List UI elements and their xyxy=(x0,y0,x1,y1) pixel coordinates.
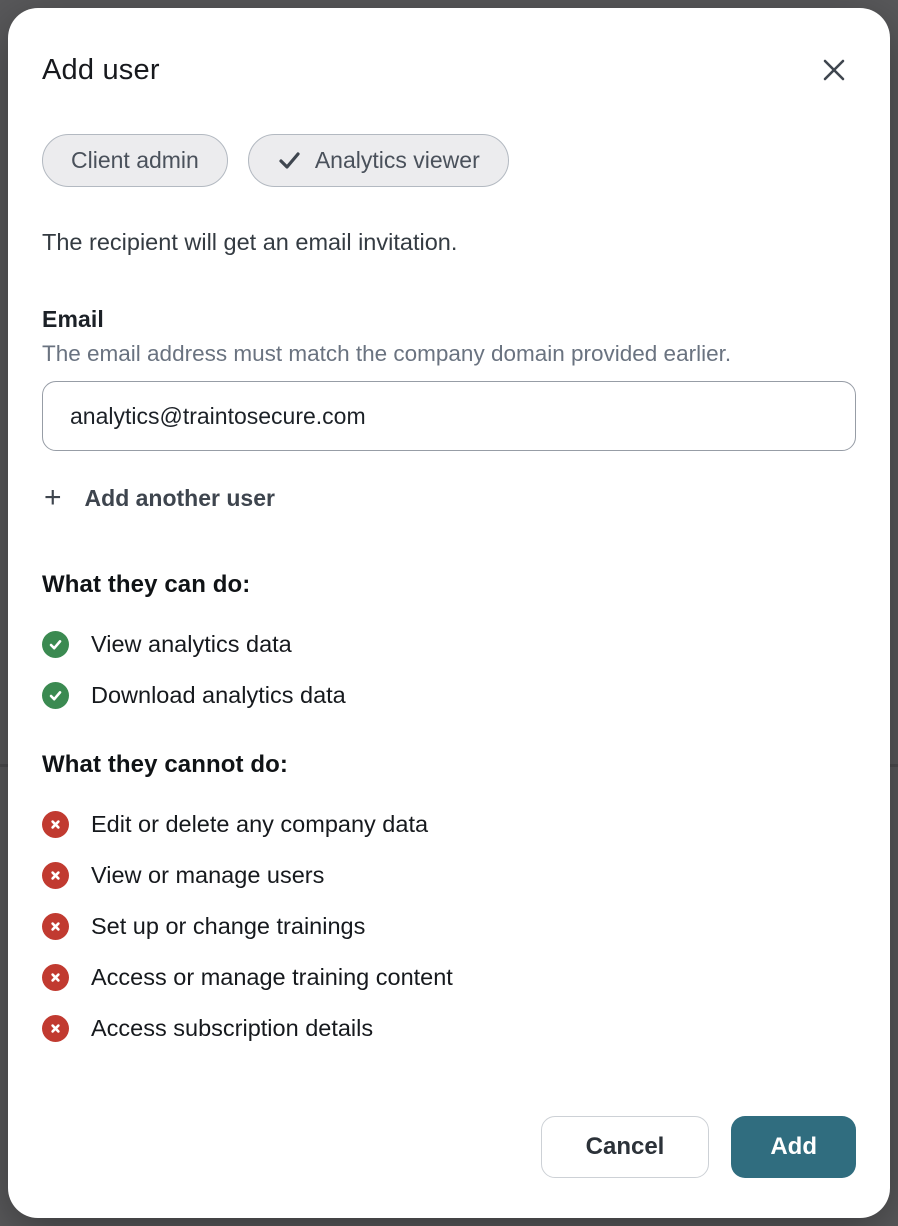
role-chip-label: Client admin xyxy=(71,147,199,173)
check-circle-icon xyxy=(42,682,69,709)
permission-text: Edit or delete any company data xyxy=(91,811,429,837)
x-circle-icon xyxy=(42,964,69,991)
list-item xyxy=(42,811,856,838)
list-item xyxy=(42,913,856,940)
invitation-note: The recipient will get an email invitation. xyxy=(42,229,458,255)
list-item xyxy=(42,1015,856,1042)
plus-icon: + xyxy=(44,481,62,514)
check-icon xyxy=(277,148,302,173)
role-selector xyxy=(42,134,856,187)
can-do-heading: What they can do: xyxy=(42,571,251,598)
close-button[interactable] xyxy=(816,52,852,88)
role-chip-client-admin[interactable] xyxy=(42,134,228,187)
add-button[interactable]: Add xyxy=(731,1116,856,1178)
add-another-user-label: Add another user xyxy=(84,484,275,511)
cannot-do-heading: What they cannot do: xyxy=(42,751,288,778)
dialog-header xyxy=(42,52,856,88)
x-circle-icon xyxy=(42,913,69,940)
x-circle-icon xyxy=(42,1015,69,1042)
permission-text: View analytics data xyxy=(91,631,292,657)
role-chip-label: Analytics viewer xyxy=(314,147,480,173)
x-circle-icon xyxy=(42,811,69,838)
email-label: Email xyxy=(42,306,104,332)
close-icon xyxy=(818,54,850,86)
dialog-footer xyxy=(42,1116,856,1178)
permission-text: Access or manage training content xyxy=(91,964,453,990)
email-field[interactable] xyxy=(42,381,856,451)
email-helper-text: The email address must match the company domain provided earlier. xyxy=(42,341,732,366)
list-item xyxy=(42,631,856,658)
add-user-dialog xyxy=(8,8,890,1218)
permission-text: Download analytics data xyxy=(91,682,346,708)
role-chip-analytics-viewer[interactable] xyxy=(248,134,509,187)
list-item xyxy=(42,862,856,889)
add-another-user-button[interactable] xyxy=(42,483,275,513)
permission-text: Access subscription details xyxy=(91,1015,374,1041)
list-item xyxy=(42,964,856,991)
x-circle-icon xyxy=(42,862,69,889)
cancel-button[interactable]: Cancel xyxy=(541,1116,710,1178)
dialog-title: Add user xyxy=(42,53,160,86)
permission-text: View or manage users xyxy=(91,862,325,888)
permission-text: Set up or change trainings xyxy=(91,913,366,939)
list-item xyxy=(42,682,856,709)
check-circle-icon xyxy=(42,631,69,658)
